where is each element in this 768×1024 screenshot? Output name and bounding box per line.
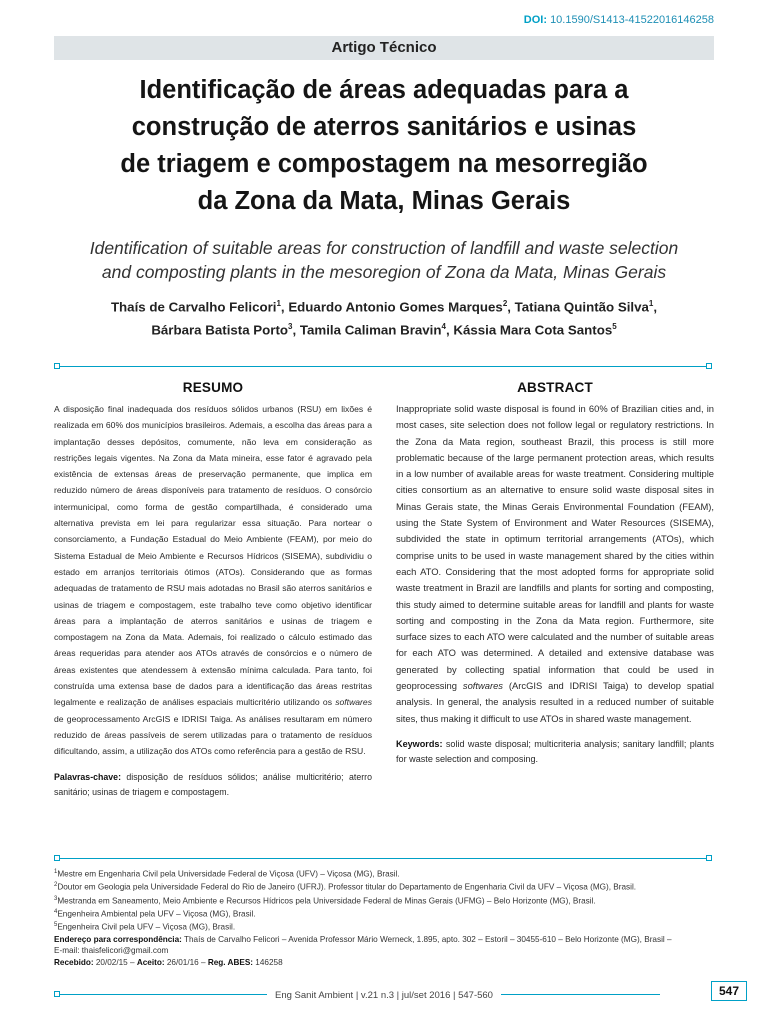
- footnote-number: 1: [54, 869, 58, 875]
- accepted-date: 26/01/16 –: [164, 957, 208, 967]
- journal-citation: [54, 990, 714, 1001]
- footnote-number: 3: [54, 895, 58, 902]
- author-aff: 5: [612, 322, 617, 332]
- abstract-section: [396, 380, 714, 768]
- author-sep: ,: [653, 299, 658, 315]
- footnote-number: 2: [54, 882, 58, 889]
- author-sep: ,: [445, 322, 454, 338]
- page-number: 547: [711, 981, 747, 1001]
- footnote: [54, 867, 714, 880]
- title-pt: [40, 72, 728, 220]
- authors: [40, 294, 728, 341]
- authors-line: [40, 317, 728, 340]
- author-aff: 1: [648, 299, 654, 308]
- author-name: Thaís de Carvalho Felicori: [110, 299, 277, 315]
- divider-node-right: [706, 855, 712, 861]
- footnote-text: Mestranda em Saneamento, Meio Ambiente e Recursos Hídricos pela Universidade Federal de Minas Gerais (UFMG) – Belo Horizonte (MG), Brasil.: [57, 896, 596, 906]
- author-name: Tatiana Quintão Silva: [514, 299, 649, 315]
- footnote-text: Doutor em Geologia pela Universidade Federal do Rio de Janeiro (UFRJ). Professor titular do Departamento de Engenharia Civil da UFV – Viçosa (MG), Brasil.: [57, 883, 637, 893]
- footnotes: [54, 867, 714, 968]
- doi-value[interactable]: 10.1590/S1413-41522016146258: [550, 14, 714, 26]
- footnote: [54, 907, 714, 920]
- footnote-number: 4: [54, 908, 58, 915]
- article-type-band: [54, 36, 714, 60]
- correspondence-text: Thaís de Carvalho Felicori – Avenida Professor Mário Werneck, 1.895, apto. 302 – Estoril – 30455-610 – Belo Horizonte (MG), Brasil –: [181, 934, 672, 944]
- footnote-text: Mestre em Engenharia Civil pela Universidade Federal de Viçosa (UFV) – Viçosa (MG), Brasil.: [57, 869, 400, 879]
- author-aff: 3: [288, 322, 293, 332]
- correspondence: [54, 934, 714, 946]
- keywords-label: Keywords:: [396, 738, 443, 749]
- footer: [54, 986, 714, 1004]
- doi-line: [524, 14, 714, 26]
- received-date: 20/02/15 –: [93, 957, 137, 967]
- abstract-heading: ABSTRACT: [517, 380, 593, 395]
- author-aff: 4: [441, 322, 446, 332]
- divider-node-right: [706, 363, 712, 369]
- correspondence-label: Endereço para correspondência:: [54, 934, 182, 944]
- reg-number: 146258: [253, 957, 283, 967]
- resumo-text-end: de geoprocessamento ArcGIS e IDRISI Taiga. As análises resultaram em número reduzido de áreas passíveis de serem utilizadas para o tratamento de resíduos dificultando, assim, a utilização dos ATOs como referência para a gestão de RSU.: [54, 713, 372, 757]
- divider-node-left: [54, 363, 60, 369]
- title-pt-line: da Zona da Mata, Minas Gerais: [197, 187, 571, 215]
- footnote-text: Engenheira Ambiental pela UFV – Viçosa (MG), Brasil.: [57, 909, 256, 919]
- footnote: [54, 894, 714, 907]
- divider-bottom: [60, 858, 706, 859]
- author-sep: ,: [280, 299, 289, 315]
- author-name: Tamila Caliman Bravin: [299, 322, 442, 338]
- footnote: [54, 880, 714, 893]
- keywords-label: Palavras-chave:: [54, 771, 121, 782]
- doi-label: DOI:: [523, 14, 547, 26]
- author-name: Bárbara Batista Porto: [151, 322, 289, 338]
- accepted-label: Aceito:: [136, 957, 165, 967]
- divider-top: [60, 366, 706, 367]
- author-aff: 2: [502, 299, 508, 308]
- journal-citation-text: Eng Sanit Ambient | v.21 n.3 | jul/set 2016 | 547-560: [267, 990, 501, 1001]
- title-en: [40, 236, 728, 284]
- abstract-text-end: (ArcGIS and IDRISI Taiga) to develop spatial analysis. In general, the analysis resulted in a reduced number of suitable sites, thus making it difficult to use ATOs in shared waste management.: [396, 680, 714, 724]
- author-name: Kássia Mara Cota Santos: [453, 322, 613, 338]
- resumo-keywords: [54, 770, 372, 801]
- author-name: Eduardo Antonio Gomes Marques: [288, 299, 503, 315]
- footnote: [54, 920, 714, 933]
- author-sep: ,: [507, 299, 515, 315]
- article-type: Artigo Técnico: [331, 39, 437, 56]
- resumo-heading: RESUMO: [182, 380, 244, 395]
- resumo-text: [54, 401, 372, 760]
- dates: [54, 957, 714, 969]
- footnote-number: 5: [54, 922, 58, 929]
- abstract-text-main: Inappropriate solid waste disposal is found in 60% of Brazilian cities and, in most cases, site selection does not follow legal or regulatory restrictions. In the Zona da Mata region, southeast Brazil, this process is still more problematic because of the large permanent protection areas, which results in a low number of available areas for waste treatment. Considering multiple cities consortium as an alternative to ensure solid waste disposal sites in Minas Gerais state, the Minas Gerais Environmental Foundation (FEAM), using the State System of Environment and Water Resources (SISEMA), subdivided the state in optimum territorial arrangements (ATOs), which comprise units to be used in waste management shared by the cities within each ATO. Considering that the most adopted forms for appropriate solid waste treatment in Brazil are landfills and plants for sorting and composting, this study aimed to determine suitable areas for landfill and plants for waste sorting and composting in the Zona da Mata region. Furthermore, site surface sizes to each ATO were calculated and the number of suitable areas for each ATO was determined. A detailed and extensive database was generated by collecting spatial information that could be used in geoprocessing: [396, 403, 714, 692]
- keywords-text: disposição de resíduos sólidos; análise multicritério; aterro sanitário; usinas de triagem e compostagem.: [54, 771, 372, 798]
- correspondence-email[interactable]: E-mail: thaisfelicori@gmail.com: [54, 946, 169, 956]
- resumo-text-main: A disposição final inadequada dos resíduos sólidos urbanos (RSU) em lixões é realizada em 60% dos municípios brasileiros. Ademais, a escolha das áreas para a implantação desses depósitos, comumente, não leva em consideração as restrições legais vigentes. Na Zona da Mata mineira, esse fator é agravado pela existência de extensas áreas de preservação permanente, que implica em reduzido número de áreas disponíveis para tratamento de resíduos. O consórcio intermunicipal, como forma de gestão compartilhada, é considerado uma alternativa prevista em lei para regularizar essa situação. Para nortear o consorciamento, a Fundação Estadual do Meio Ambiente (FEAM), por meio do Sistema Estadual de Meio Ambiente e Recursos Hídricos (SISEMA), subdividiu o estado em arranjos territoriais ótimos (ATOs). Considerando que as formas adequadas de tratamento de RSU mais adotadas no Brasil são aterros sanitários e usinas de triagem e compostagem, este trabalho teve como objetivo identificar áreas para a implantação de aterros sanitários e usinas de triagem e compostagem na Zona da Mata. Ademais, foi realizado o cálculo estimado das áreas requeridas para atender aos ATOs através de consórcios e o número de áreas existentes que atendessem à extensão mínima calculada. Para tanto, foi construída uma extensa base de dados para a identificação das áreas restritas legalmente e realização de análises espaciais multicritério utilizando os: [54, 404, 372, 708]
- divider-node-left: [54, 855, 60, 861]
- footnote-text: Engenheira Civil pela UFV – Viçosa (MG), Brasil.: [57, 923, 236, 933]
- abstract-text: [396, 401, 714, 727]
- keywords-text: solid waste disposal; multicriteria analysis; sanitary landfill; plants for waste selection and composing.: [396, 738, 714, 765]
- title-en-line: and composting plants in the mesoregion of Zona da Mata, Minas Gerais: [101, 262, 667, 282]
- authors-line: [40, 294, 728, 317]
- abstract-keywords: [396, 737, 714, 768]
- title-pt-line: de triagem e compostagem na mesorregião: [120, 150, 648, 178]
- resumo-text-italic: softwares: [335, 697, 372, 708]
- reg-label: Reg. ABES:: [207, 957, 254, 967]
- title-en-line: Identification of suitable areas for construction of landfill and waste selection: [89, 238, 679, 258]
- received-label: Recebido:: [54, 957, 94, 967]
- title-pt-line: construção de aterros sanitários e usinas: [131, 113, 637, 141]
- title-pt-line: Identificação de áreas adequadas para a: [139, 76, 629, 104]
- resumo-section: [54, 380, 372, 801]
- abstract-text-italic: softwares: [462, 680, 503, 692]
- author-aff: 1: [276, 299, 281, 308]
- author-sep: ,: [292, 322, 300, 338]
